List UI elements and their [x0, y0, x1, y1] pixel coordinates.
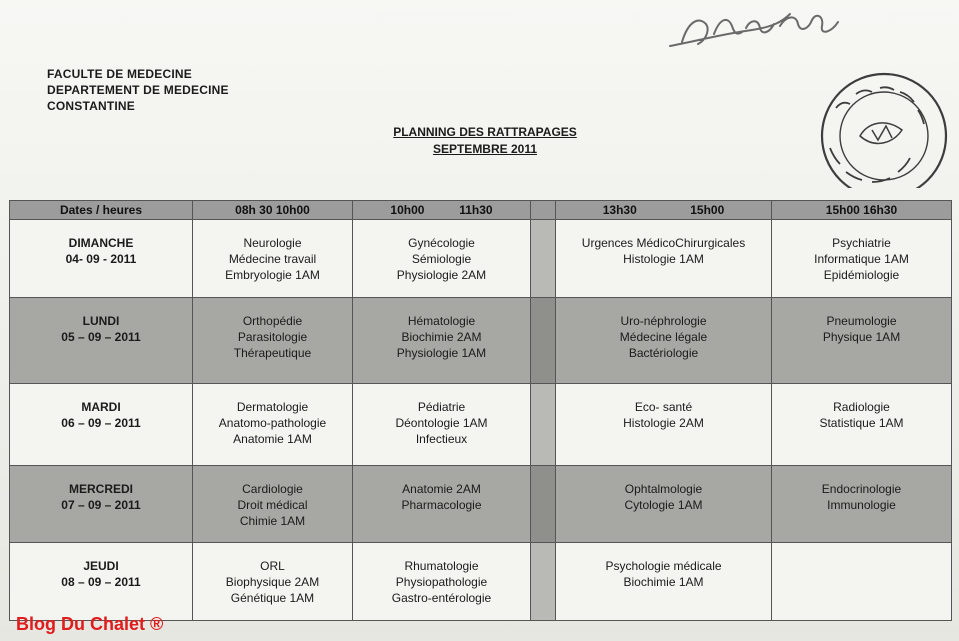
date-cell: [10, 298, 193, 384]
subject-name: Anatomie 1AM: [233, 432, 312, 447]
table-row: [10, 220, 952, 298]
subject-name: Médecine légale: [619, 330, 708, 345]
subject-name: Pédiatrie: [417, 400, 466, 415]
subject-name: Biochimie 1AM: [623, 574, 704, 589]
subject-name: Statistique 1AM: [819, 416, 904, 431]
column-header-slot-4: 15h00 16h30: [772, 201, 952, 220]
subject-name: Physiologie 2AM: [396, 268, 487, 282]
day-date: 07 – 09 – 2011: [61, 497, 141, 512]
subject-name: Ophtalmologie: [624, 481, 703, 496]
table-row: [10, 298, 952, 384]
subject-name: Génétique 1AM: [230, 590, 315, 605]
slot-1-cell: [193, 384, 353, 465]
title-line-1: PLANNING DES RATTRAPAGES: [393, 125, 577, 139]
subject-name: Informatique 1AM: [814, 252, 909, 266]
subject-name: Chimie 1AM: [239, 513, 306, 528]
subject-name: Physiologie 1AM: [396, 346, 487, 361]
slot-4-cell: [772, 542, 952, 620]
slot-1-cell: [193, 465, 353, 542]
separator-cell: [531, 384, 556, 465]
slot-4-cell: [772, 220, 952, 298]
day-name: MARDI: [81, 400, 121, 415]
subject-name: Médecine travail: [228, 252, 317, 266]
subject-name: Eco- santé: [634, 400, 693, 415]
date-cell: [10, 384, 193, 465]
day-date: 04- 09 - 2011: [65, 252, 137, 266]
subject-name: Rhumatologie: [404, 558, 479, 573]
slot-2-cell: [353, 220, 531, 298]
subject-name: Cardiologie: [242, 481, 303, 496]
subject-name: Biophysique 2AM: [225, 574, 320, 589]
title-line-2: SEPTEMBRE 2011: [432, 142, 538, 156]
separator-cell: [531, 465, 556, 542]
subject-name: Urgences MédicoChirurgicales: [581, 236, 746, 250]
subject-name: Cytologie 1AM: [624, 497, 703, 512]
subject-name: Biochimie 2AM: [401, 330, 482, 345]
subject-name: Orthopédie: [242, 314, 303, 329]
table-row: [10, 465, 952, 542]
subject-name: Epidémiologie: [823, 268, 900, 282]
day-name: MERCREDI: [68, 481, 133, 496]
slot-3-cell: [556, 220, 772, 298]
subject-name: Embryologie 1AM: [225, 268, 320, 282]
blog-watermark: Blog Du Chalet ®: [16, 614, 164, 634]
slot-1-cell: [193, 542, 353, 620]
subject-name: Radiologie: [833, 400, 890, 415]
subject-name: Physique 1AM: [822, 330, 901, 345]
column-header-slot-1: 08h 30 10h00: [193, 201, 353, 220]
table-row: [10, 384, 952, 465]
slot-3-cell: [556, 384, 772, 465]
slot-2-end: 11h30: [459, 203, 493, 217]
slot-1-cell: [193, 220, 353, 298]
day-name: JEUDI: [83, 558, 119, 573]
subject-name: Gynécologie: [408, 236, 475, 250]
subject-name: Anatomo-pathologie: [218, 416, 327, 431]
slot-3-cell: [556, 542, 772, 620]
subject-name: Immunologie: [827, 497, 896, 512]
subject-name: Endocrinologie: [821, 481, 902, 496]
subject-name: Bactériologie: [628, 346, 699, 361]
schedule-table: [9, 200, 952, 621]
faculty-header: [47, 66, 229, 114]
subject-name: Sémiologie: [411, 252, 472, 266]
column-header-slot-2: [353, 201, 531, 220]
subject-name: Gastro-entérologie: [391, 590, 492, 605]
slot-3-start: 13h30: [602, 203, 637, 217]
separator-cell: [531, 298, 556, 384]
subject-name: Infectieux: [415, 432, 468, 447]
date-cell: [10, 465, 193, 542]
slot-3-cell: [556, 298, 772, 384]
subject-name: Histologie 1AM: [623, 252, 704, 266]
date-cell: [10, 542, 193, 620]
subject-name: Déontologie 1AM: [395, 416, 488, 431]
subject-name: Psychologie médicale: [605, 558, 722, 573]
slot-4-cell: [772, 465, 952, 542]
slot-3-cell: [556, 465, 772, 542]
document-title: [360, 124, 610, 158]
subject-name: Droit médical: [237, 497, 308, 512]
city-name: CONSTANTINE: [47, 99, 135, 113]
subject-name: Thérapeutique: [233, 346, 312, 361]
subject-name: Parasitologie: [237, 330, 308, 345]
slot-3-end: 15h00: [690, 203, 725, 217]
subject-name: Hématologie: [407, 314, 476, 329]
subject-name: Uro-néphrologie: [620, 314, 707, 329]
subject-name: Neurologie: [243, 236, 302, 250]
column-header-dates: Dates / heures: [10, 201, 193, 220]
slot-2-start: 10h00: [390, 203, 425, 217]
day-name: DIMANCHE: [68, 236, 134, 250]
day-date: 06 – 09 – 2011: [61, 416, 141, 431]
department-name: DEPARTEMENT DE MEDECINE: [47, 83, 229, 97]
slot-2-cell: [353, 298, 531, 384]
column-separator: [531, 201, 556, 220]
slot-4-cell: [772, 384, 952, 465]
subject-name: Pharmacologie: [401, 497, 482, 512]
day-date: 05 – 09 – 2011: [61, 330, 141, 345]
subject-name: Pneumologie: [826, 314, 897, 329]
subject-name: Anatomie 2AM: [402, 481, 481, 496]
official-stamp: [816, 38, 956, 188]
column-header-slot-3: [556, 201, 772, 220]
table-row: [10, 542, 952, 620]
separator-cell: [531, 220, 556, 298]
table-header-row: [10, 201, 952, 220]
day-name: LUNDI: [82, 314, 120, 329]
slot-4-cell: [772, 298, 952, 384]
subject-name: Physiopathologie: [395, 574, 488, 589]
separator-cell: [531, 542, 556, 620]
subject-name: Psychiatrie: [832, 236, 891, 250]
slot-2-cell: [353, 465, 531, 542]
faculty-name: FACULTE DE MEDECINE: [47, 67, 192, 81]
slot-1-cell: [193, 298, 353, 384]
subject-name: Dermatologie: [236, 400, 309, 415]
subject-name: ORL: [260, 558, 285, 573]
date-cell: [10, 220, 193, 298]
subject-name: Histologie 2AM: [623, 416, 704, 431]
slot-2-cell: [353, 542, 531, 620]
day-date: 08 – 09 – 2011: [61, 574, 141, 589]
slot-2-cell: [353, 384, 531, 465]
